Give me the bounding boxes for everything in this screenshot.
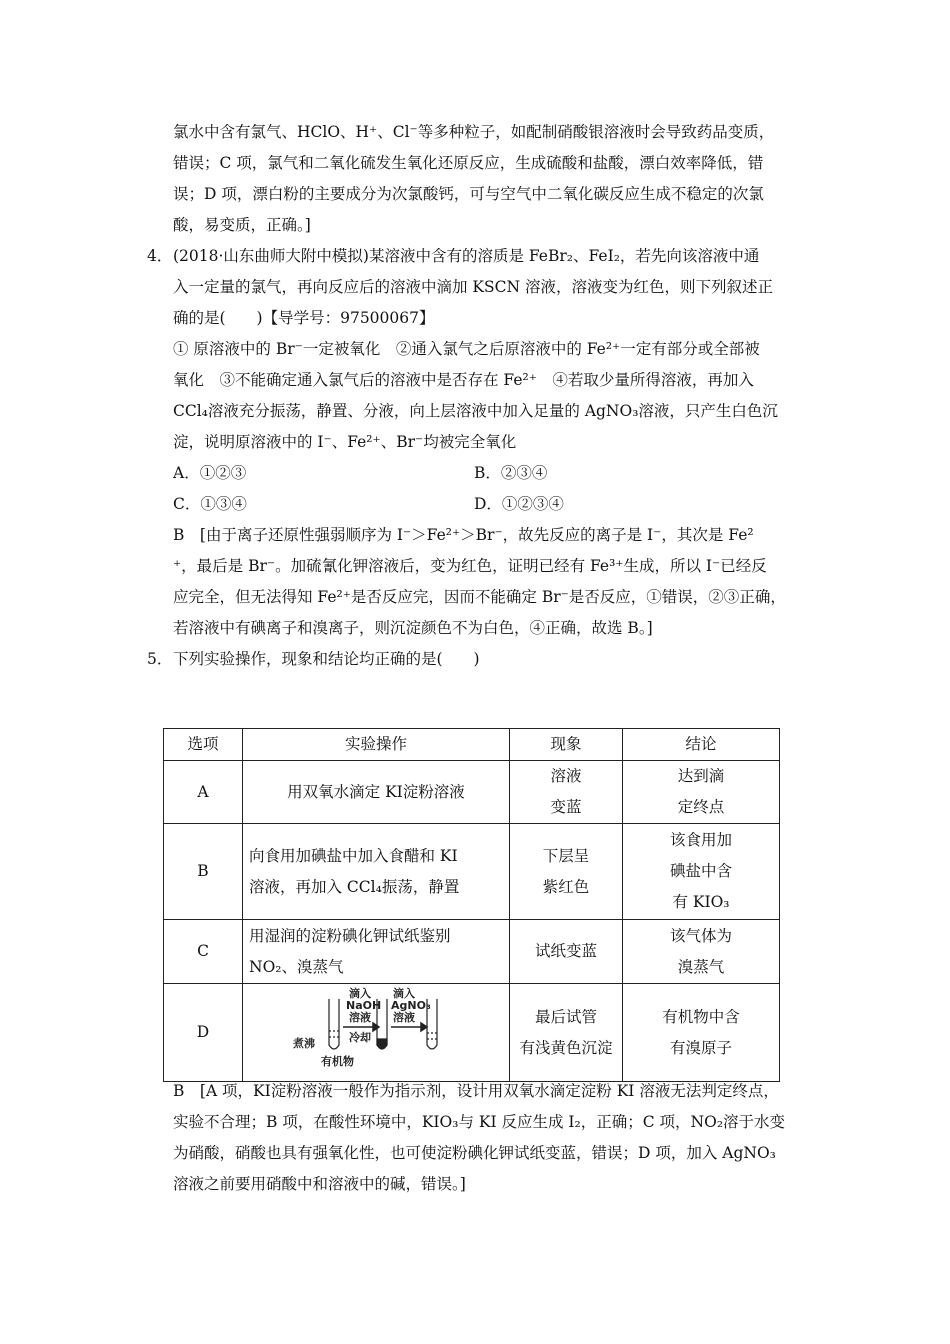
question-4-item: 淀，说明原溶液中的 I⁻、Fe²⁺、Br⁻均被完全氧化 <box>173 433 517 451</box>
prev-explanation-line: 错误；C 项，氯气和二氧化硫发生氧化还原反应，生成硫酸和盐酸，漂白效率降低，错 <box>173 154 764 172</box>
option-c[interactable]: C．①③④ <box>173 495 247 513</box>
question-5-number: 5． <box>147 650 173 668</box>
row-conclusion <box>623 824 780 920</box>
cool-label: 冷却 <box>349 1030 371 1044</box>
question-4-stem: (2018·山东曲师大附中模拟)某溶液中含有的溶质是 FeBr₂、FeI₂，若先向该溶液中通 <box>173 247 760 265</box>
conclusion-text: 碘盐中含 <box>669 862 732 880</box>
row-conclusion <box>623 984 780 1082</box>
question-5-answer: B [A 项，KI淀粉溶液一般作为指示剂，设计用双氧水滴定淀粉 KI 溶液无法判定终点， <box>173 1082 779 1100</box>
step2-label: AgNO₃ <box>391 998 431 1012</box>
phenomenon-text: 最后试管 <box>534 1007 597 1026</box>
conclusion-text: 有 KIO₃ <box>672 893 730 911</box>
question-5-answer: 为硝酸，硝酸也具有强氧化性，也可使淀粉碘化钾试纸变蓝，错误；D 项，加入 AgNO₃ <box>173 1144 776 1162</box>
row-conclusion <box>623 761 780 824</box>
conclusion-text: 有机物中含 <box>662 1007 740 1026</box>
row-option: C <box>164 920 243 984</box>
boil-label: 煮沸 <box>293 1036 315 1050</box>
question-4-answer: 若溶液中有碘离子和溴离子，则沉淀颜色不为白色，④正确，故选 B。] <box>173 619 653 637</box>
operation-text: 溶液，再加入 CCl₄振荡，静置 <box>249 877 460 896</box>
question-4-item: 氧化 ③不能确定通入氯气后的溶液中是否存在 Fe²⁺ ④若取少量所得溶液，再加入 <box>173 371 754 389</box>
phenomenon-text: 溶液 <box>550 767 582 785</box>
row-operation-diagram <box>243 984 510 1082</box>
option-a[interactable]: A．①②③ <box>173 464 247 482</box>
operation-text: NO₂、溴蒸气 <box>249 957 344 976</box>
row-phenomenon <box>510 824 623 920</box>
table-row <box>164 824 780 920</box>
question-4-answer: 应完全，但无法得知 Fe²⁺是否反应完，因而不能确定 Br⁻是否反应，①错误，②③正确， <box>173 588 786 606</box>
row-phenomenon <box>510 761 623 824</box>
conclusion-text: 定终点 <box>677 798 725 816</box>
header-conclusion: 结论 <box>623 729 780 761</box>
operation-text: 用湿润的淀粉碘化钾试纸鉴别 <box>249 926 451 945</box>
step1-label: NaOH <box>346 998 382 1012</box>
step2-label: 滴入 <box>393 986 415 1000</box>
row-conclusion <box>623 920 780 984</box>
option-d[interactable]: D．①②③④ <box>474 495 564 513</box>
row-operation <box>243 824 510 920</box>
question-4-number: 4． <box>147 247 173 265</box>
table-row <box>164 761 780 824</box>
row-option: B <box>164 824 243 920</box>
option-b[interactable]: B．②③④ <box>474 464 548 482</box>
table-row <box>164 920 780 984</box>
phenomenon-text: 紫红色 <box>542 877 590 896</box>
prev-explanation-line: 酸，易变质，正确。] <box>173 216 311 234</box>
row-option: A <box>164 761 243 824</box>
row-operation <box>243 761 510 824</box>
row-phenomenon <box>510 984 623 1082</box>
step2-label: 溶液 <box>393 1010 415 1024</box>
header-operation: 实验操作 <box>243 729 510 761</box>
table-header-row <box>164 729 780 761</box>
step1-label: 滴入 <box>349 986 371 1000</box>
prev-explanation-line: 氯水中含有氯气、HClO、H⁺、Cl⁻等多种粒子，如配制硝酸银溶液时会导致药品变质， <box>173 123 775 141</box>
step1-label: 溶液 <box>349 1010 371 1024</box>
conclusion-text: 该食用加 <box>669 831 732 849</box>
experiment-diagram <box>249 985 503 1081</box>
question-4-item: ① 原溶液中的 Br⁻一定被氧化 ②通入氯气之后原溶液中的 Fe²⁺一定有部分或全部被 <box>173 340 760 358</box>
organic-label: 有机物 <box>321 1054 354 1068</box>
question-4-item: CCl₄溶液充分振荡，静置、分液，向上层溶液中加入足量的 AgNO₃溶液，只产生白色沉 <box>173 402 778 420</box>
question-4-answer: ⁺，最后是 Br⁻。加硫氰化钾溶液后，变为红色，证明已经有 Fe³⁺生成，所以 I⁻已经反 <box>173 557 767 575</box>
conclusion-text: 达到滴 <box>677 767 725 785</box>
question-4-stem: 确的是( )【导学号：97500067】 <box>173 309 435 327</box>
question-5-stem: 下列实验操作，现象和结论均正确的是( ) <box>173 650 480 668</box>
row-phenomenon <box>510 920 623 984</box>
experiment-table <box>163 728 780 1082</box>
prev-explanation-line: 误；D 项，漂白粉的主要成分为次氯酸钙，可与空气中二氧化碳反应生成不稳定的次氯 <box>173 185 764 203</box>
phenomenon-text: 有浅黄色沉淀 <box>519 1038 613 1057</box>
operation-text: 向食用加碘盐中加入食醋和 KI <box>249 846 458 865</box>
conclusion-text: 有溴原子 <box>669 1038 732 1057</box>
operation-text: 用双氧水滴定 KI淀粉溶液 <box>287 782 465 801</box>
question-5-answer: 溶液之前要用硝酸中和溶液中的碱，错误。] <box>173 1175 466 1193</box>
row-operation <box>243 920 510 984</box>
row-option: D <box>164 984 243 1082</box>
phenomenon-text: 试纸变蓝 <box>534 942 597 960</box>
header-option: 选项 <box>164 729 243 761</box>
phenomenon-text: 变蓝 <box>550 798 582 816</box>
question-4-stem: 入一定量的氯气，再向反应后的溶液中滴加 KSCN 溶液，溶液变为红色，则下列叙述正 <box>173 278 773 296</box>
header-phenomenon: 现象 <box>510 729 623 761</box>
conclusion-text: 溴蒸气 <box>677 957 725 976</box>
question-4-answer: B [由于离子还原性强弱顺序为 I⁻＞Fe²⁺＞Br⁻，故先反应的离子是 I⁻，其次是 Fe² <box>173 526 754 544</box>
arrow-icon <box>343 1023 427 1031</box>
table-row <box>164 984 780 1082</box>
test-tube-1 <box>329 999 339 1049</box>
conclusion-text: 该气体为 <box>669 926 732 945</box>
question-5-answer: 实验不合理；B 项，在酸性环境中，KIO₃与 KI 反应生成 I₂，正确；C 项，NO₂溶于水变 <box>173 1113 786 1131</box>
phenomenon-text: 下层呈 <box>542 846 590 865</box>
